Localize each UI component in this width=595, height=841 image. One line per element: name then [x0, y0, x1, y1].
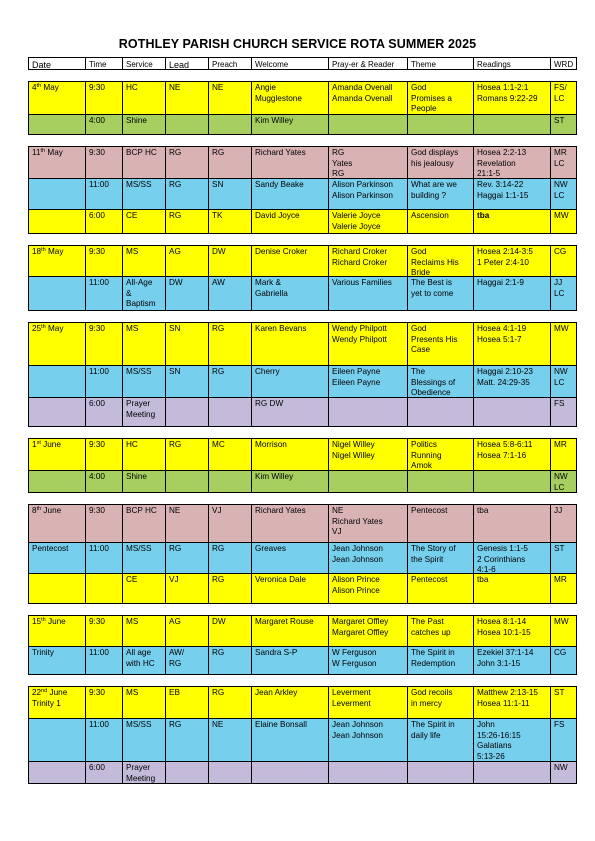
header-row: [28, 57, 577, 70]
section-gap: [28, 675, 577, 686]
preach-cell: VJ: [208, 505, 251, 542]
readings-cell: Haggai 2:10-23 Matt. 24:29-35: [473, 366, 550, 397]
date-cell: [29, 366, 85, 397]
readings-cell: Haggai 2:1-9: [473, 277, 550, 310]
time-cell: 11:00: [85, 179, 122, 209]
date-cell: [29, 439, 85, 470]
welcome-cell: Cherry: [251, 366, 328, 397]
date-suffix: th: [36, 506, 42, 512]
time-cell: 11:00: [85, 647, 122, 674]
time-cell: 4:00: [85, 471, 122, 492]
date-cell: [29, 647, 85, 674]
date-month: May: [45, 324, 64, 333]
welcome-cell: Kim Willey: [251, 471, 328, 492]
lead-cell: RG: [165, 543, 208, 573]
prayer-reader-cell: Wendy Philpott Wendy Philpott: [328, 323, 407, 365]
date-cell: [29, 762, 85, 783]
date-cell: [29, 471, 85, 492]
theme-cell: The Blessings of Obedience: [407, 366, 473, 397]
theme-cell: Ascension: [407, 210, 473, 233]
wrd-cell: JJ: [550, 505, 578, 542]
preach-cell: RG: [208, 323, 251, 365]
theme-cell: God displays his jealousy: [407, 147, 473, 178]
wrd-cell: NW LC: [550, 179, 578, 209]
service-row: [28, 471, 577, 493]
date-suffix: nd: [41, 688, 48, 694]
service-cell: BCP HC: [122, 147, 165, 178]
welcome-cell: Elaine Bonsall: [251, 719, 328, 761]
date-month: June Trinity 1: [32, 688, 68, 708]
prayer-reader-cell: Valerie Joyce Valerie Joyce: [328, 210, 407, 233]
service-row: [28, 366, 577, 398]
preach-cell: MC: [208, 439, 251, 470]
lead-cell: AG: [165, 616, 208, 646]
date-suffix: th: [36, 83, 42, 89]
service-row: [28, 647, 577, 675]
service-cell: Prayer Meeting: [122, 762, 165, 783]
date-cell: [29, 210, 85, 233]
preach-cell: [208, 762, 251, 783]
date-cell: [29, 115, 85, 134]
service-row: [28, 277, 577, 311]
date-month: May: [45, 247, 64, 256]
wrd-cell: FS: [550, 719, 578, 761]
service-cell: Shine: [122, 115, 165, 134]
readings-cell: Hosea 8:1-14 Hosea 10:1-15: [473, 616, 550, 646]
service-row: [28, 146, 577, 179]
wrd-cell: MR LC: [550, 147, 578, 178]
time-cell: 4:00: [85, 115, 122, 134]
welcome-cell: Jean Arkley: [251, 687, 328, 718]
date-month: May: [45, 148, 63, 157]
welcome-cell: David Joyce: [251, 210, 328, 233]
welcome-cell: Richard Yates: [251, 147, 328, 178]
theme-cell: The Spirit in Redemption: [407, 647, 473, 674]
time-cell: 11:00: [85, 277, 122, 310]
time-cell: 9:30: [85, 616, 122, 646]
service-cell: BCP HC: [122, 505, 165, 542]
theme-cell: The Past catches up: [407, 616, 473, 646]
welcome-cell: Karen Bevans: [251, 323, 328, 365]
readings-cell: Hosea 2:2-13 Revelation 21:1-5: [473, 147, 550, 178]
prayer-reader-cell: Various Families: [328, 277, 407, 310]
service-row: [28, 686, 577, 719]
time-cell: 9:30: [85, 82, 122, 114]
prayer-reader-cell: RG Yates RG: [328, 147, 407, 178]
readings-cell: Matthew 2:13-15 Hosea 11:1-11: [473, 687, 550, 718]
lead-cell: RG: [165, 179, 208, 209]
preach-cell: RG: [208, 543, 251, 573]
wrd-cell: ST: [550, 115, 578, 134]
wrd-cell: NW: [550, 762, 578, 783]
theme-cell: God Presents His Case: [407, 323, 473, 365]
service-cell: All-Age & Baptism: [122, 277, 165, 310]
wrd-cell: CG: [550, 246, 578, 276]
section-gap: [28, 135, 577, 146]
date-cell: [29, 246, 85, 276]
readings-cell: [473, 115, 550, 134]
date-suffix: th: [41, 247, 46, 253]
welcome-cell: Denise Croker: [251, 246, 328, 276]
lead-cell: NE: [165, 82, 208, 114]
welcome-cell: Margaret Rouse: [251, 616, 328, 646]
column-header-welcome: Welcome: [251, 58, 328, 69]
service-row: [28, 115, 577, 135]
service-row: [28, 210, 577, 234]
theme-cell: The Best is yet to come: [407, 277, 473, 310]
welcome-cell: Morrison: [251, 439, 328, 470]
wrd-cell: ST: [550, 543, 578, 573]
readings-cell: Hosea 4:1-19 Hosea 5:1-7: [473, 323, 550, 365]
date-month: June: [45, 617, 66, 626]
section-gap: [28, 604, 577, 615]
lead-cell: [165, 471, 208, 492]
lead-cell: NE: [165, 505, 208, 542]
service-cell: MS/SS: [122, 719, 165, 761]
service-cell: MS: [122, 246, 165, 276]
prayer-reader-cell: [328, 762, 407, 783]
date-text: 15: [32, 617, 42, 626]
prayer-reader-cell: Amanda Ovenall Amanda Ovenall: [328, 82, 407, 114]
readings-cell: [473, 762, 550, 783]
date-suffix: th: [40, 148, 46, 154]
wrd-cell: MW: [550, 323, 578, 365]
preach-cell: [208, 398, 251, 426]
preach-cell: RG: [208, 647, 251, 674]
column-header-time: Time: [85, 58, 122, 69]
prayer-reader-cell: W Ferguson W Ferguson: [328, 647, 407, 674]
lead-cell: [165, 762, 208, 783]
column-header-date: Date: [32, 60, 52, 69]
wrd-cell: MR: [550, 439, 578, 470]
service-row: [28, 719, 577, 762]
preach-cell: RG: [208, 147, 251, 178]
readings-cell: Rev. 3:14-22 Haggai 1:1-15: [473, 179, 550, 209]
prayer-reader-cell: Alison Parkinson Alison Parkinson: [328, 179, 407, 209]
theme-cell: God Reclaims His Bride: [407, 246, 473, 276]
welcome-cell: Kim Willey: [251, 115, 328, 134]
column-header-service: Service: [122, 58, 165, 69]
time-cell: 9:30: [85, 147, 122, 178]
preach-cell: DW: [208, 246, 251, 276]
date-month: June: [40, 440, 61, 449]
service-row: [28, 574, 577, 604]
wrd-cell: MW: [550, 616, 578, 646]
welcome-cell: Angie Mugglestone: [251, 82, 328, 114]
service-row: [28, 81, 577, 115]
welcome-cell: [251, 762, 328, 783]
date-cell: [29, 616, 85, 646]
date-cell: [29, 543, 85, 573]
readings-cell: [473, 398, 550, 426]
time-cell: 11:00: [85, 543, 122, 573]
date-text: Trinity: [32, 648, 54, 657]
prayer-reader-cell: NE Richard Yates VJ: [328, 505, 407, 542]
lead-cell: [165, 115, 208, 134]
prayer-reader-cell: Jean Johnson Jean Johnson: [328, 543, 407, 573]
service-row: [28, 398, 577, 427]
prayer-reader-cell: [328, 471, 407, 492]
prayer-reader-cell: Nigel Willey Nigel Willey: [328, 439, 407, 470]
prayer-reader-cell: Eileen Payne Eileen Payne: [328, 366, 407, 397]
prayer-reader-cell: Leverment Leverment: [328, 687, 407, 718]
time-cell: 11:00: [85, 366, 122, 397]
service-cell: CE: [122, 210, 165, 233]
theme-cell: What are we building ?: [407, 179, 473, 209]
lead-cell: AW/ RG: [165, 647, 208, 674]
service-row: [28, 438, 577, 471]
column-header-readings: Readings: [473, 58, 550, 69]
service-cell: MS: [122, 687, 165, 718]
date-cell: [29, 687, 85, 718]
preach-cell: RG: [208, 366, 251, 397]
date-cell: [29, 82, 85, 114]
readings-cell: Genesis 1:1-5 2 Corinthians 4:1-6: [473, 543, 550, 573]
date-cell: [29, 398, 85, 426]
prayer-reader-cell: Jean Johnson Jean Johnson: [328, 719, 407, 761]
service-cell: HC: [122, 439, 165, 470]
theme-cell: The Spirit in daily life: [407, 719, 473, 761]
preach-cell: NE: [208, 719, 251, 761]
readings-cell: Hosea 5:8-6:11 Hosea 7:1-16: [473, 439, 550, 470]
wrd-cell: JJ LC: [550, 277, 578, 310]
service-row: [28, 322, 577, 366]
section-gap: [28, 493, 577, 504]
service-cell: Prayer Meeting: [122, 398, 165, 426]
date-cell: [29, 323, 85, 365]
theme-cell: [407, 471, 473, 492]
theme-cell: Pentecost: [407, 505, 473, 542]
lead-cell: AG: [165, 246, 208, 276]
section-gap: [28, 234, 577, 245]
readings-cell: John 15:26-16:15 Galatians 5:13-26: [473, 719, 550, 761]
lead-cell: SN: [165, 323, 208, 365]
prayer-reader-cell: [328, 398, 407, 426]
time-cell: 6:00: [85, 210, 122, 233]
wrd-cell: ST: [550, 687, 578, 718]
preach-cell: TK: [208, 210, 251, 233]
theme-cell: God recoils in mercy: [407, 687, 473, 718]
service-cell: CE: [122, 574, 165, 603]
service-cell: MS: [122, 323, 165, 365]
preach-cell: [208, 115, 251, 134]
lead-cell: RG: [165, 719, 208, 761]
preach-cell: AW: [208, 277, 251, 310]
date-text: 18: [32, 247, 42, 256]
wrd-cell: NW LC: [550, 366, 578, 397]
lead-cell: VJ: [165, 574, 208, 603]
theme-cell: [407, 115, 473, 134]
date-cell: [29, 277, 85, 310]
date-suffix: th: [41, 617, 46, 623]
service-row: [28, 245, 577, 277]
date-cell: [29, 574, 85, 603]
column-header-theme: Theme: [407, 58, 473, 69]
service-cell: MS: [122, 616, 165, 646]
service-cell: Shine: [122, 471, 165, 492]
wrd-cell: MR: [550, 574, 578, 603]
welcome-cell: Sandy Beake: [251, 179, 328, 209]
prayer-reader-cell: Alison Prince Alison Prince: [328, 574, 407, 603]
preach-cell: SN: [208, 179, 251, 209]
wrd-cell: FS: [550, 398, 578, 426]
date-text: Pentecost: [32, 544, 69, 553]
section-gap: [28, 427, 577, 438]
rota-table: [28, 57, 577, 784]
theme-cell: Politics Running Amok: [407, 439, 473, 470]
date-text: 4: [32, 83, 37, 92]
welcome-cell: Sandra S-P: [251, 647, 328, 674]
prayer-reader-cell: Margaret Offley Margaret Offley: [328, 616, 407, 646]
column-header-lead: Lead: [165, 58, 208, 69]
date-text: 8: [32, 506, 37, 515]
section-gap: [28, 70, 577, 81]
preach-cell: DW: [208, 616, 251, 646]
wrd-cell: NW LC: [550, 471, 578, 492]
theme-cell: The Story of the Spirit: [407, 543, 473, 573]
readings-cell: Ezekiel 37:1-14 John 3:1-15: [473, 647, 550, 674]
service-cell: All age with HC: [122, 647, 165, 674]
date-text: 22: [32, 688, 42, 697]
theme-cell: [407, 762, 473, 783]
service-row: [28, 762, 577, 784]
wrd-cell: CG: [550, 647, 578, 674]
preach-cell: NE: [208, 82, 251, 114]
preach-cell: RG: [208, 574, 251, 603]
date-month: June: [41, 506, 62, 515]
service-cell: MS/SS: [122, 366, 165, 397]
date-text: 25: [32, 324, 42, 333]
page-title: ROTHLEY PARISH CHURCH SERVICE ROTA SUMMER 2025: [118, 37, 477, 51]
service-row: [28, 543, 577, 574]
readings-cell: Hosea 1:1-2:1 Romans 9:22-29: [473, 82, 550, 114]
readings-cell: tba: [473, 210, 550, 233]
column-header-prayer-reader: Pray-er & Reader: [328, 58, 407, 69]
wrd-cell: MW: [550, 210, 578, 233]
time-cell: 9:30: [85, 323, 122, 365]
lead-cell: SN: [165, 366, 208, 397]
section-gap: [28, 311, 577, 322]
lead-cell: DW: [165, 277, 208, 310]
lead-cell: RG: [165, 147, 208, 178]
preach-cell: RG: [208, 687, 251, 718]
time-cell: 11:00: [85, 719, 122, 761]
date-cell: [29, 147, 85, 178]
service-cell: MS/SS: [122, 543, 165, 573]
readings-cell: [473, 471, 550, 492]
theme-cell: God Promises a People: [407, 82, 473, 114]
lead-cell: [165, 398, 208, 426]
date-cell: [29, 719, 85, 761]
date-suffix: th: [41, 324, 46, 330]
welcome-cell: Veronica Dale: [251, 574, 328, 603]
preach-cell: [208, 471, 251, 492]
date-cell: [29, 179, 85, 209]
service-cell: HC: [122, 82, 165, 114]
column-header-wrd: WRD: [550, 58, 578, 69]
theme-cell: [407, 398, 473, 426]
time-cell: 6:00: [85, 762, 122, 783]
readings-cell: tba: [473, 574, 550, 603]
date-suffix: st: [36, 440, 41, 446]
readings-cell: Hosea 2:14-3:5 1 Peter 2:4-10: [473, 246, 550, 276]
wrd-cell: FS/ LC: [550, 82, 578, 114]
service-row: [28, 179, 577, 210]
prayer-reader-cell: Richard Croker Richard Croker: [328, 246, 407, 276]
date-text: 1: [32, 440, 37, 449]
prayer-reader-cell: [328, 115, 407, 134]
time-cell: 6:00: [85, 398, 122, 426]
welcome-cell: Mark & Gabriella: [251, 277, 328, 310]
service-row: [28, 615, 577, 647]
welcome-cell: Richard Yates: [251, 505, 328, 542]
service-cell: MS/SS: [122, 179, 165, 209]
readings-cell: tba: [473, 505, 550, 542]
time-cell: 9:30: [85, 687, 122, 718]
time-cell: [85, 574, 122, 603]
lead-cell: EB: [165, 687, 208, 718]
column-header-preach: Preach: [208, 58, 251, 69]
date-text: 11: [32, 148, 41, 157]
welcome-cell: RG DW: [251, 398, 328, 426]
service-row: [28, 504, 577, 543]
lead-cell: RG: [165, 210, 208, 233]
welcome-cell: Greaves: [251, 543, 328, 573]
time-cell: 9:30: [85, 439, 122, 470]
date-cell: [29, 505, 85, 542]
date-month: May: [41, 83, 59, 92]
time-cell: 9:30: [85, 505, 122, 542]
lead-cell: RG: [165, 439, 208, 470]
time-cell: 9:30: [85, 246, 122, 276]
theme-cell: Pentecost: [407, 574, 473, 603]
